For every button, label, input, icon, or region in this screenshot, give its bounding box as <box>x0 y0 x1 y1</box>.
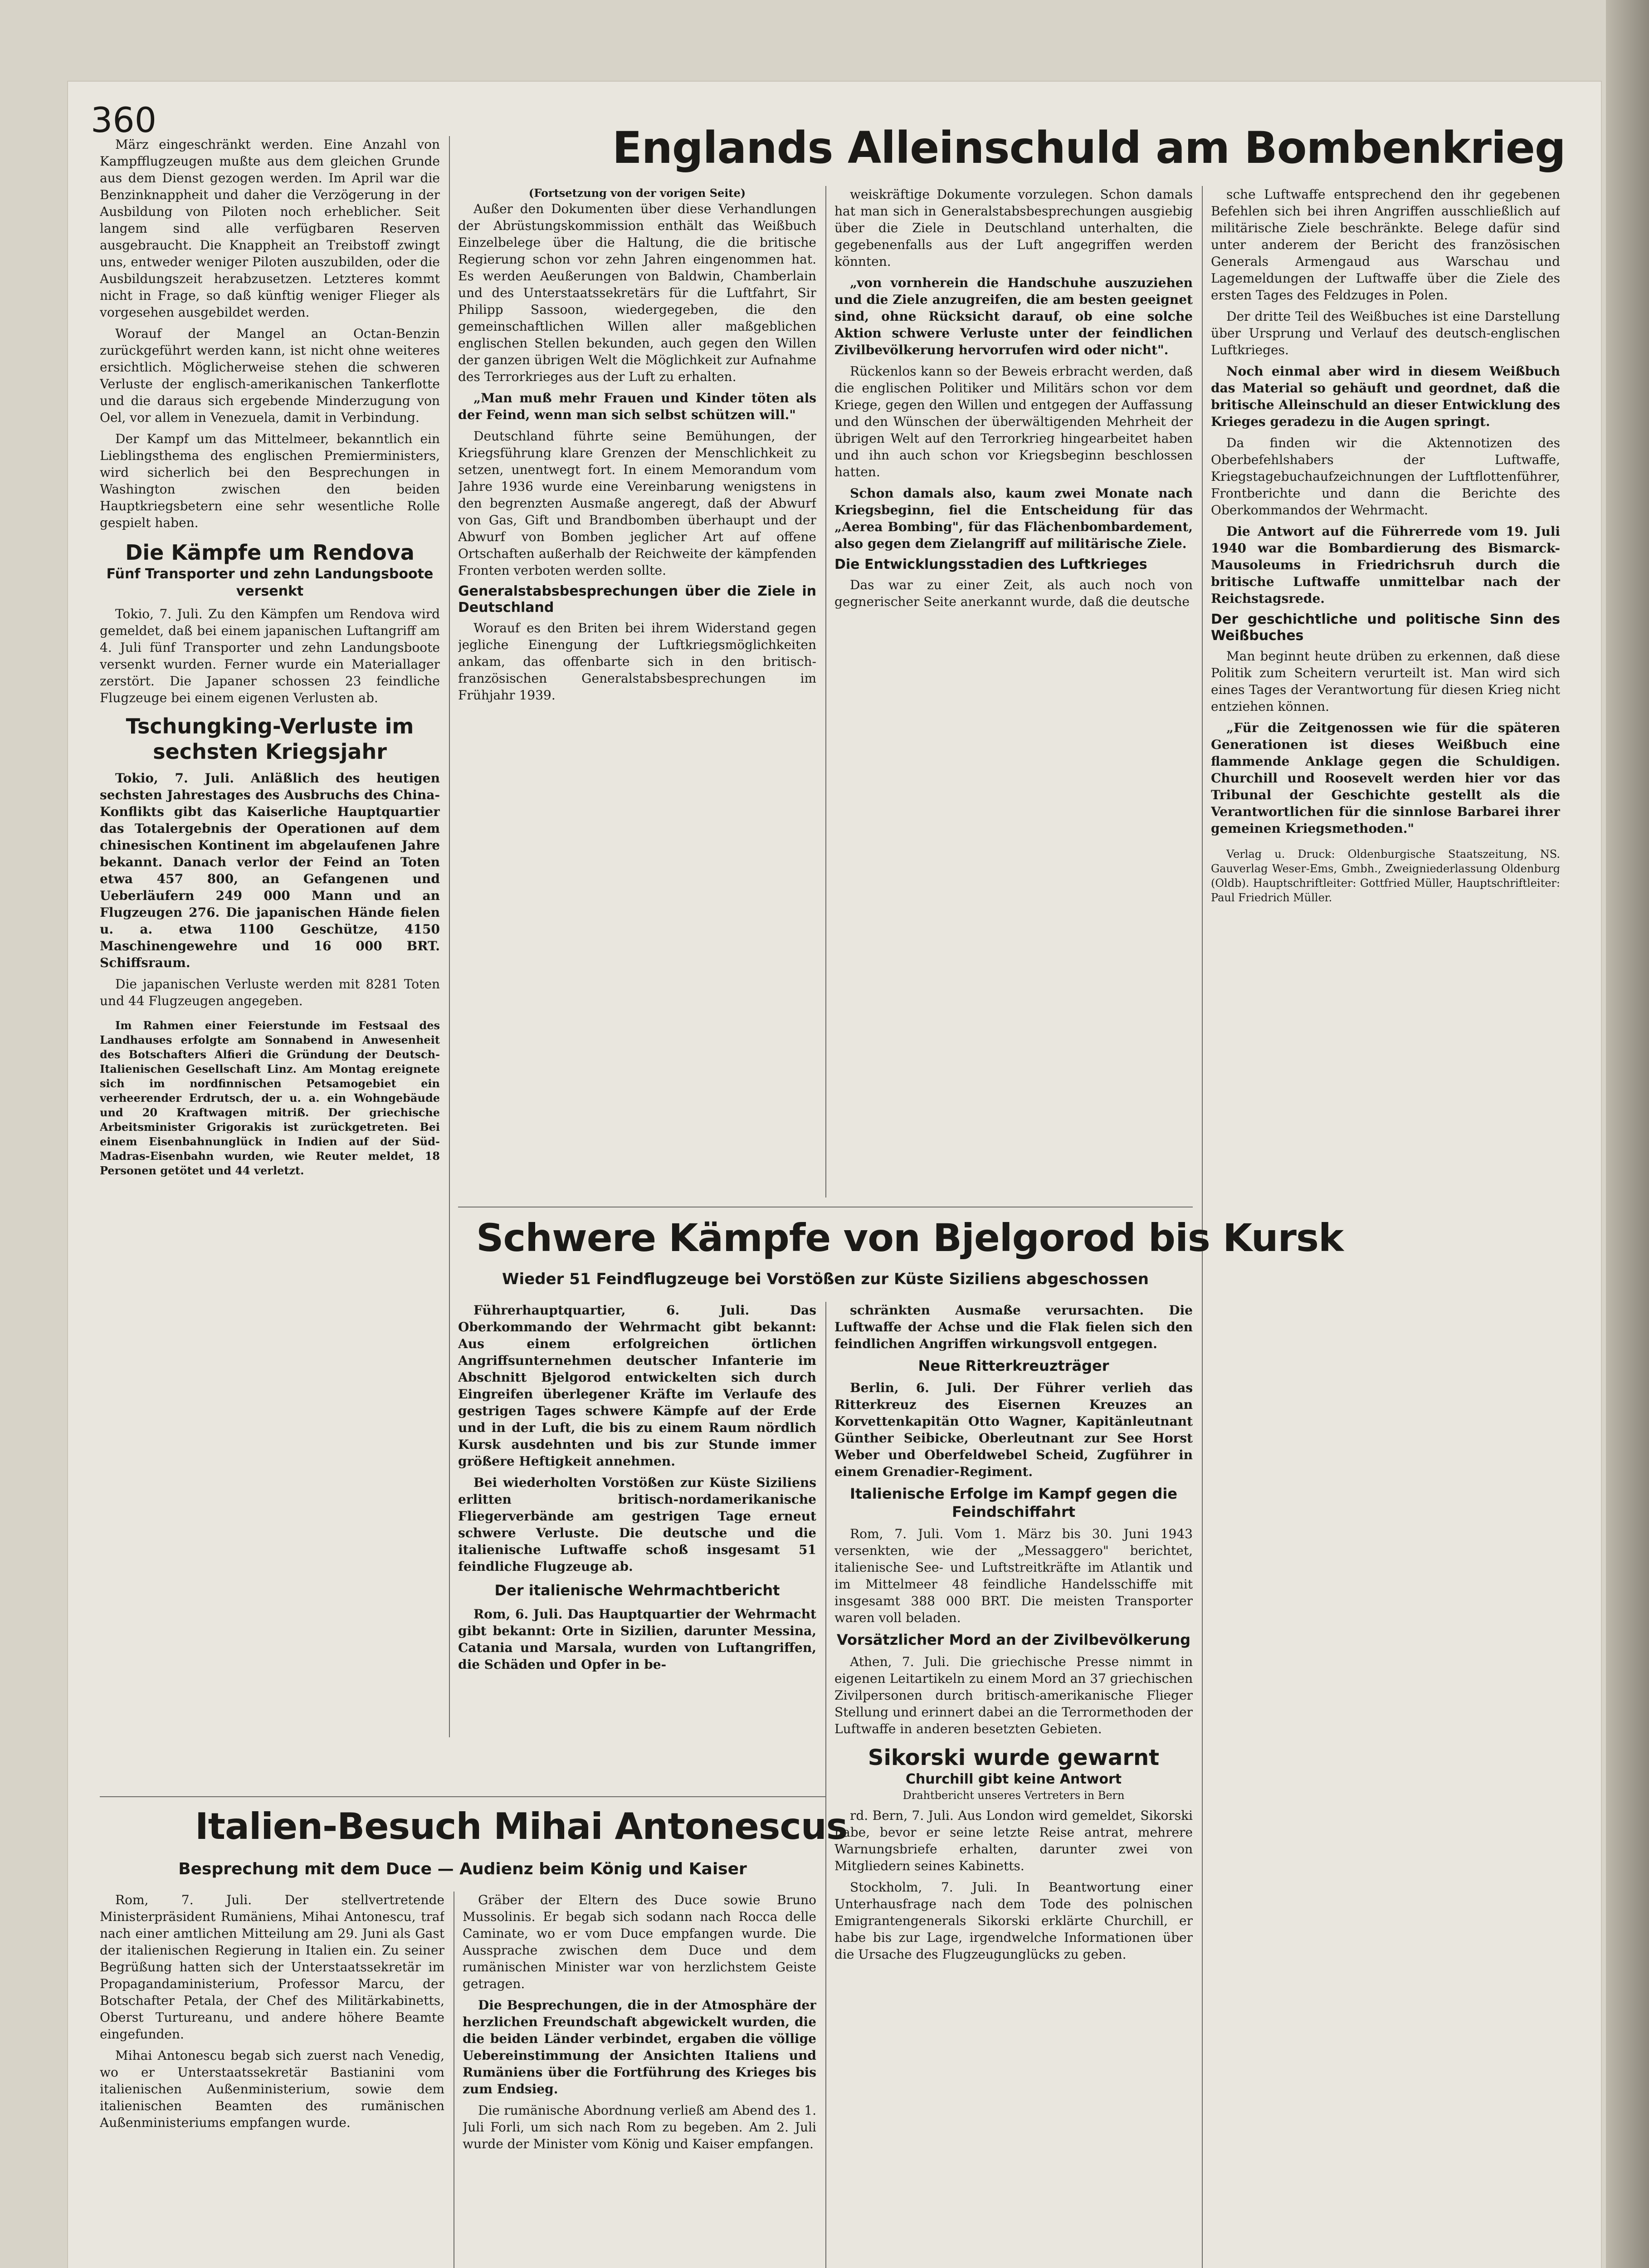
col2-paragraph: Außer den Dokumenten über diese Verhandlungen der Abrüstungskommission enthält das Weißbuch Einzelbelege über die Haltung, die die britische Regierung schon vor zehn Jahren eingenommen hat. Es werden Aeußerungen von Baldwin, Chamberlain und des Unterstaatssekretärs für die Luftfahrt, Sir Philipp Sassoon, wiedergegeben, die den gemeinschaftlichen Willen aller maßgeblichen englischen Stellen bekunden, auch gegen den Willen der ganzen übrigen Welt die Möglichkeit zur Aufnahme des Terrorkrieges aus der Luft zu erhalten. <box>458 201 816 384</box>
col3-paragraph: Rückenlos kann so der Beweis erbracht werden, daß die englischen Politiker und Militärs schon vor dem Kriege, gegen den Willen und entgegen der Auffassung und den Wünschen der überwältigenden Mehrheit der übrigen Welt auf den Terrorkrieg hingearbeitet haben und ihn auch schon vor Kriegsbeginn beschlossen hatten. <box>834 364 1193 479</box>
binding-edge <box>1606 0 1649 2268</box>
col1-paragraph: Der Kampf um das Mittelmeer, bekanntlich ein Lieblingsthema des englischen Premierministers, wird sicherlich bei den Besprechungen in Washington zwischen den beiden Hauptkriegsbetern eine sehr wesentliche Rolle gespielt haben. <box>100 431 440 530</box>
antonescu-subheadline: Besprechung mit dem Duce — Audienz beim König und Kaiser <box>178 1860 747 1878</box>
col2-paragraph: Deutschland führte seine Bemühungen, der Kriegsführung klare Grenzen der Menschlichkeit zu setzen, unentwegt fort. In einem Memorandum vom Jahre 1936 wurde eine Vereinbarung wenigstens in den begrenzten Ausmaße angeregt, daß der Abwurf von Gas, Gift und Brandbomben überhaupt und der Abwurf von Bomben jeglicher Art auf offene Ortschaften außerhalb der Reichweite der kämpfenden Fronten verboten werden sollte. <box>458 429 816 578</box>
continued-note: (Fortsetzung von der vorigen Seite) <box>528 186 746 200</box>
col3-paragraph: Das war zu einer Zeit, als auch noch von gegnerischer Seite anerkannt wurde, daß die deutsche <box>834 577 1193 609</box>
antonescu-mid-text-2: Die rumänische Abordnung verließ am Abend des 1. Juli Forli, um sich nach Rom zu begeben. Am 2. Juli wurde der Minister vom König und Kaiser empfangen. <box>463 2103 816 2151</box>
bjelgorod-left-column <box>458 1302 816 1792</box>
antonescu-text: Rom, 7. Juli. Der stellvertretende Ministerpräsident Rumäniens, Mihai Antonescu, traf nach einer amtlichen Mitteilung am 29. Juni als Gast der italienischen Regierung in Italien ein. Zu seiner Begrüßung hatten sich der Unterstaatssekretär im Propagandaministerium, Professor Marcu, der Botschafter Petala, der Chef des Militärkabinetts, Oberst Turtureanu, und andere höhere Beamte eingefunden. <box>100 1892 444 2042</box>
col4-paragraph-bold: Die Antwort auf die Führerrede vom 19. Juli 1940 war die Bombardierung des Bismarck-Mausoleums in Friedrichsruh durch die britische Luftwaffe unmittelbar nach der Reichstagsrede. <box>1211 524 1560 606</box>
murder-heading: Vorsätzlicher Mord an der Zivilbevölkerung <box>836 1631 1191 1648</box>
antonescu-mid-text: Gräber der Eltern des Duce sowie Bruno Mussolinis. Er begab sich sodann nach Rocca delle Caminate, wo er vom Duce empfangen wurde. Die Aussprache zwischen dem Duce und dem rumänischen Minister war von herzlichstem Geiste getragen. <box>463 1892 816 1991</box>
rendova-subheadline: Fünf Transporter und zehn Landungsboote versenkt <box>106 566 434 599</box>
col1-paragraph: Worauf der Mangel an Octan-Benzin zurückgeführt werden kann, ist nicht ohne weiteres ersichtlich. Möglicherweise stehen die schweren Verluste der englisch-amerikanischen Tankerflotte und die daraus sich ergebende Minderzugung von Oel, vor allem in Venezuela, damit in Verbindung. <box>100 326 440 425</box>
italian-report-text: Rom, 6. Juli. Das Hauptquartier der Wehrmacht gibt bekannt: Orte in Sizilien, darunter Messina, Catania und Marsala, wurden von Luftangriffen, die Schäden und Opfer in be- <box>458 1607 816 1672</box>
column-2 <box>458 186 816 1198</box>
bjelgorod-subheadline: Wieder 51 Feindflugzeuge bei Vorstößen zur Küste Siziliens abgeschossen <box>502 1270 1149 1288</box>
antonescu-text: Mihai Antonescu begab sich zuerst nach Venedig, wo er Unterstaatssekretär Bastianini vom italienischen Außenministerium, sowie dem italienischen Beamten des rumänischen Außenministeriums empfangen wurde. <box>100 2048 444 2130</box>
murder-text: Athen, 7. Juli. Die griechische Presse nimmt in eigenen Leitartikeln zu einem Mord an 37 griechischen Zivilpersonen durch britisch-amerikanische Flieger Stellung und erinnert dabei an die Terrormethoden der Luftwaffe in anderen besetzten Gebieten. <box>834 1654 1193 1736</box>
imprint: Verlag u. Druck: Oldenburgische Staatszeitung, NS. Gauverlag Weser-Ems, Gmbh., Zweigniederlassung Oldenburg (Oldb). Hauptschriftleiter: Gottfried Müller, Hauptschriftleiter: Paul Friedrich Müller. <box>1211 848 1560 904</box>
generalstab-subheading: Generalstabsbesprechungen über die Ziele in Deutschland <box>458 583 816 616</box>
sikorski-text-2: Stockholm, 7. Juli. In Beantwortung einer Unterhausfrage nach dem Tode des polnischen Emigrantengenerals Sikorski erklärte Churchill, er habe bis zur Lage, irgendwelche Informationen über die Ursache des Flugzeugunglücks zu geben. <box>834 1880 1193 1962</box>
antonescu-headline: Italien-Besuch Mihai Antonescus <box>195 1805 848 1848</box>
sikorski-credit: Drahtbericht unseres Vertreters in Bern <box>903 1789 1125 1802</box>
col4-paragraph: sche Luftwaffe entsprechend den ihr gegebenen Befehlen sich bei ihren Angriffen ausschließlich auf militärische Ziele beschränkte. Belege dafür sind unter anderem der Bericht des französischen Generals Armengaud aus Warschau und Lagemeldungen der Luftwaffe über die Ziele des ersten Tages des Feldzuges in Polen. <box>1211 187 1560 303</box>
bjelgorod-headline: Schwere Kämpfe von Bjelgorod bis Kursk <box>476 1216 1343 1260</box>
col3-bold: Schon damals also, kaum zwei Monate nach Kriegsbeginn, fiel die Entscheidung für das „Aerea Bombing", für das Flächenbombardement, also gegen dem Zielangriff auf militärische Ziele. <box>834 486 1193 551</box>
col2-paragraph: Worauf es den Briten bei ihrem Widerstand gegen jegliche Einengung der Luftkriegsmöglichkeiten ankam, das offenbarte sich in den britisch-französischen Generalstabsbesprechungen im Frühjahr 1939. <box>458 621 816 703</box>
column-divider <box>825 186 826 1198</box>
tschungking-text-2: Die japanischen Verluste werden mit 8281 Toten und 44 Flugzeugen angegeben. <box>100 977 440 1008</box>
bjelgorod-text: Führerhauptquartier, 6. Juli. Das Oberkommando der Wehrmacht gibt bekannt: Aus einem erfolgreichen örtlichen Angriffsunternehmen deutscher Infanterie im Abschnitt Bjelgorod entwickelten sich durch Eingreifen überlegener Kräfte im Verlaufe des gestrigen Tages schwere Kämpfe auf der Erde und in der Luft, die bis zu einem Raum nördlich Kursk ausdehnten und bis zur Stunde immer größere Heftigkeit annehmen. <box>458 1303 816 1469</box>
italian-report-heading: Der italienische Wehrmachtbericht <box>494 1582 780 1599</box>
italian-success-heading: Italienische Erfolge im Kampf gegen die Feindschiffahrt <box>850 1485 1177 1520</box>
col4-quote: „Für die Zeitgenossen wie für die späteren Generationen ist dieses Weißbuch eine flammende Anklage gegen die Schuldigen. Churchill und Roosevelt werden hier vor das Tribunal der Geschichte gestellt als die Verantwortlichen für die sinnlose Barbarei ihrer gemeinen Kriegsmethoden." <box>1211 720 1560 836</box>
col4-paragraph: Man beginnt heute drüben zu erkennen, daß diese Politik zum Scheitern verurteilt ist. Man wird sich eines Tages der Verantwortung für diesen Krieg nicht entziehen können. <box>1211 649 1560 714</box>
col3-quote: „von vornherein die Handschuhe auszuziehen und die Ziele anzugreifen, die am besten geeignet sind, ohne Rücksicht darauf, ob eine solche Aktion schwere Verluste unter der feindlichen Zivilbevölkerung hervorrufen wird oder nicht". <box>834 275 1193 357</box>
sikorski-headline: Sikorski wurde gewarnt <box>868 1745 1160 1770</box>
antonescu-bold-text: Die Besprechungen, die in der Atmosphäre der herzlichen Freundschaft abgewickelt wurden, die die beiden Länder verbindet, ergaben die völlige Uebereinstimmung der Ansichten Italiens und Rumäniens über die Fortführung des Krieges bis zum Endsieg. <box>463 1998 816 2097</box>
ritterkreuz-text: Berlin, 6. Juli. Der Führer verlieh das Ritterkreuz des Eisernen Kreuzes an Korvettenkapitän Otto Wagner, Kapitänleutnant Günther Seibicke, Oberleutnant zur See Horst Weber und Oberfeldwebel Scheid, Zugführer in einem Grenadier-Regiment. <box>834 1380 1193 1479</box>
sikorski-text: rd. Bern, 7. Juli. Aus London wird gemeldet, Sikorski habe, bevor er seine letzte Reise antrat, mehrere Warnungsbriefe erhalten, darunter zwei von Mitgliedern seines Kabinetts. <box>834 1808 1193 1873</box>
main-headline: Englands Alleinschuld am Bombenkrieg <box>612 122 1566 173</box>
newspaper-page <box>68 82 1601 2268</box>
tschungking-text: Tokio, 7. Juli. Anläßlich des heutigen sechsten Jahrestages des Ausbruchs des China-Konflikts gibt das Kaiserliche Hauptquartier das Totalergebnis der Operationen auf dem chinesischen Kontinent im abgelaufenen Jahre bekannt. Danach verlor der Feind an Toten etwa 457 800, an Gefangenen und Ueberläufern 249 000 Mann und an Flugzeugen 276. Die japanischen Hände fielen u. a. etwa 1100 Geschütze, 4150 Maschinengewehre und 16 000 BRT. Schiffsraum. <box>100 771 440 970</box>
antonescu-left-column <box>100 1892 444 2268</box>
news-notes: Im Rahmen einer Feierstunde im Festsaal des Landhauses erfolgte am Sonnabend in Anwesenheit des Botschafters Alfieri die Gründung der Deutsch-Italienischen Gesellschaft Linz. Am Montag ereignete sich im nordfinnischen Petsamogebiet ein verheerender Erdrutsch, der u. a. ein Wohngebäude und 20 Kraftwagen mitriß. Der griechische Arbeitsminister Grigorakis ist zurückgetreten. Bei einem Eisenbahnunglück in Indien auf der Süd-Madras-Eisenbahn wurden, wie Reuter meldet, 18 Personen getötet und 44 verletzt. <box>100 1019 440 1177</box>
antonescu-right-column <box>463 1892 816 2268</box>
col3-paragraph: weiskräftige Dokumente vorzulegen. Schon damals hat man sich in Generalstabsbesprechungen ausgiebig über die Ziele in Deutschland unterhalten, die gegebenenfalls aus der Luft angegriffen werden könnten. <box>834 187 1193 269</box>
ritterkreuz-heading: Neue Ritterkreuzträger <box>918 1357 1109 1374</box>
rendova-headline: Die Kämpfe um Rendova <box>125 540 415 565</box>
bjelgorod-right-text: schränkten Ausmaße verursachten. Die Luftwaffe der Achse und die Flak fielen sich den feindlichen Angriffen wirkungsvoll entgegen. <box>834 1303 1193 1351</box>
col2-quote: „Man muß mehr Frauen und Kinder töten als der Feind, wenn man sich selbst schützen will." <box>458 391 816 422</box>
col4-bold: Noch einmal aber wird in diesem Weißbuch das Material so gehäuft und geordnet, daß die britische Alleinschuld an dieser Entwicklung des Krieges geradezu in die Augen springt. <box>1211 364 1560 429</box>
sinn-subheading: Der geschichtliche und politische Sinn des Weißbuches <box>1211 611 1560 644</box>
col4-paragraph: Der dritte Teil des Weißbuches ist eine Darstellung über Ursprung und Verlauf des deutsch-englischen Luftkrieges. <box>1211 309 1560 357</box>
column-3 <box>834 186 1193 1198</box>
column-divider <box>825 1302 826 2268</box>
col4-paragraph: Da finden wir die Aktennotizen des Oberbefehlshabers der Luftwaffe, Kriegstagebuchaufzeichnungen der Luftflottenführer, Frontberichte und dann die Berichte des Oberkommandos der Wehrmacht. <box>1211 435 1560 518</box>
tschungking-headline: Tschungking-Verluste im sechsten Kriegsjahr <box>126 714 414 764</box>
section-divider <box>100 1796 825 1797</box>
page-number: 360 <box>91 100 157 140</box>
bjelgorod-text: Bei wiederholten Vorstößen zur Küste Siziliens erlitten britisch-nordamerikanische Fliegerverbände am gestrigen Tage erneut schwere Verluste. Die deutsche und die italienische Luftwaffe schoß insgesamt 51 feindliche Flugzeuge ab. <box>458 1475 816 1574</box>
entwicklung-subheading: Die Entwicklungsstadien des Luftkrieges <box>834 557 1147 572</box>
italian-success-text: Rom, 7. Juli. Vom 1. März bis 30. Juni 1943 versenkten, wie der „Messaggero" berichtet, italienische See- und Luftstreitkräfte im Atlantik und im Mittelmeer 48 feindliche Handelsschiffe mit insgesamt 388 000 BRT. Die meisten Transporter waren voll beladen. <box>834 1526 1193 1625</box>
bjelgorod-right-column <box>834 1302 1193 2268</box>
column-divider <box>449 136 450 1737</box>
rendova-text: Tokio, 7. Juli. Zu den Kämpfen um Rendova wird gemeldet, daß bei einem japanischen Luftangriff am 4. Juli fünf Transporter und zehn Landungsboote versenkt wurden. Ferner wurde ein Materiallager zerstört. Die Japaner schossen 23 feindliche Flugzeuge bei einem eigenen Verlusten ab. <box>100 606 440 705</box>
sikorski-subheadline: Churchill gibt keine Antwort <box>905 1771 1122 1787</box>
col1-paragraph: März eingeschränkt werden. Eine Anzahl von Kampfflugzeugen mußte aus dem gleichen Grunde aus dem Dienst gezogen werden. Im April war die Benzinknappheit und daher die Verzögerung in der Ausbildung von Piloten noch erheblicher. Seit langem sind alle verfügbaren Reserven ausgebraucht. Die Knappheit an Treibstoff zwingt uns, entweder weniger Piloten auszubilden, oder die Ausbildungszeit herabzusetzen. Letzteres kommt nicht in Frage, so daß künftig weniger Flieger als vorgesehen ausgebildet werden. <box>100 137 440 320</box>
